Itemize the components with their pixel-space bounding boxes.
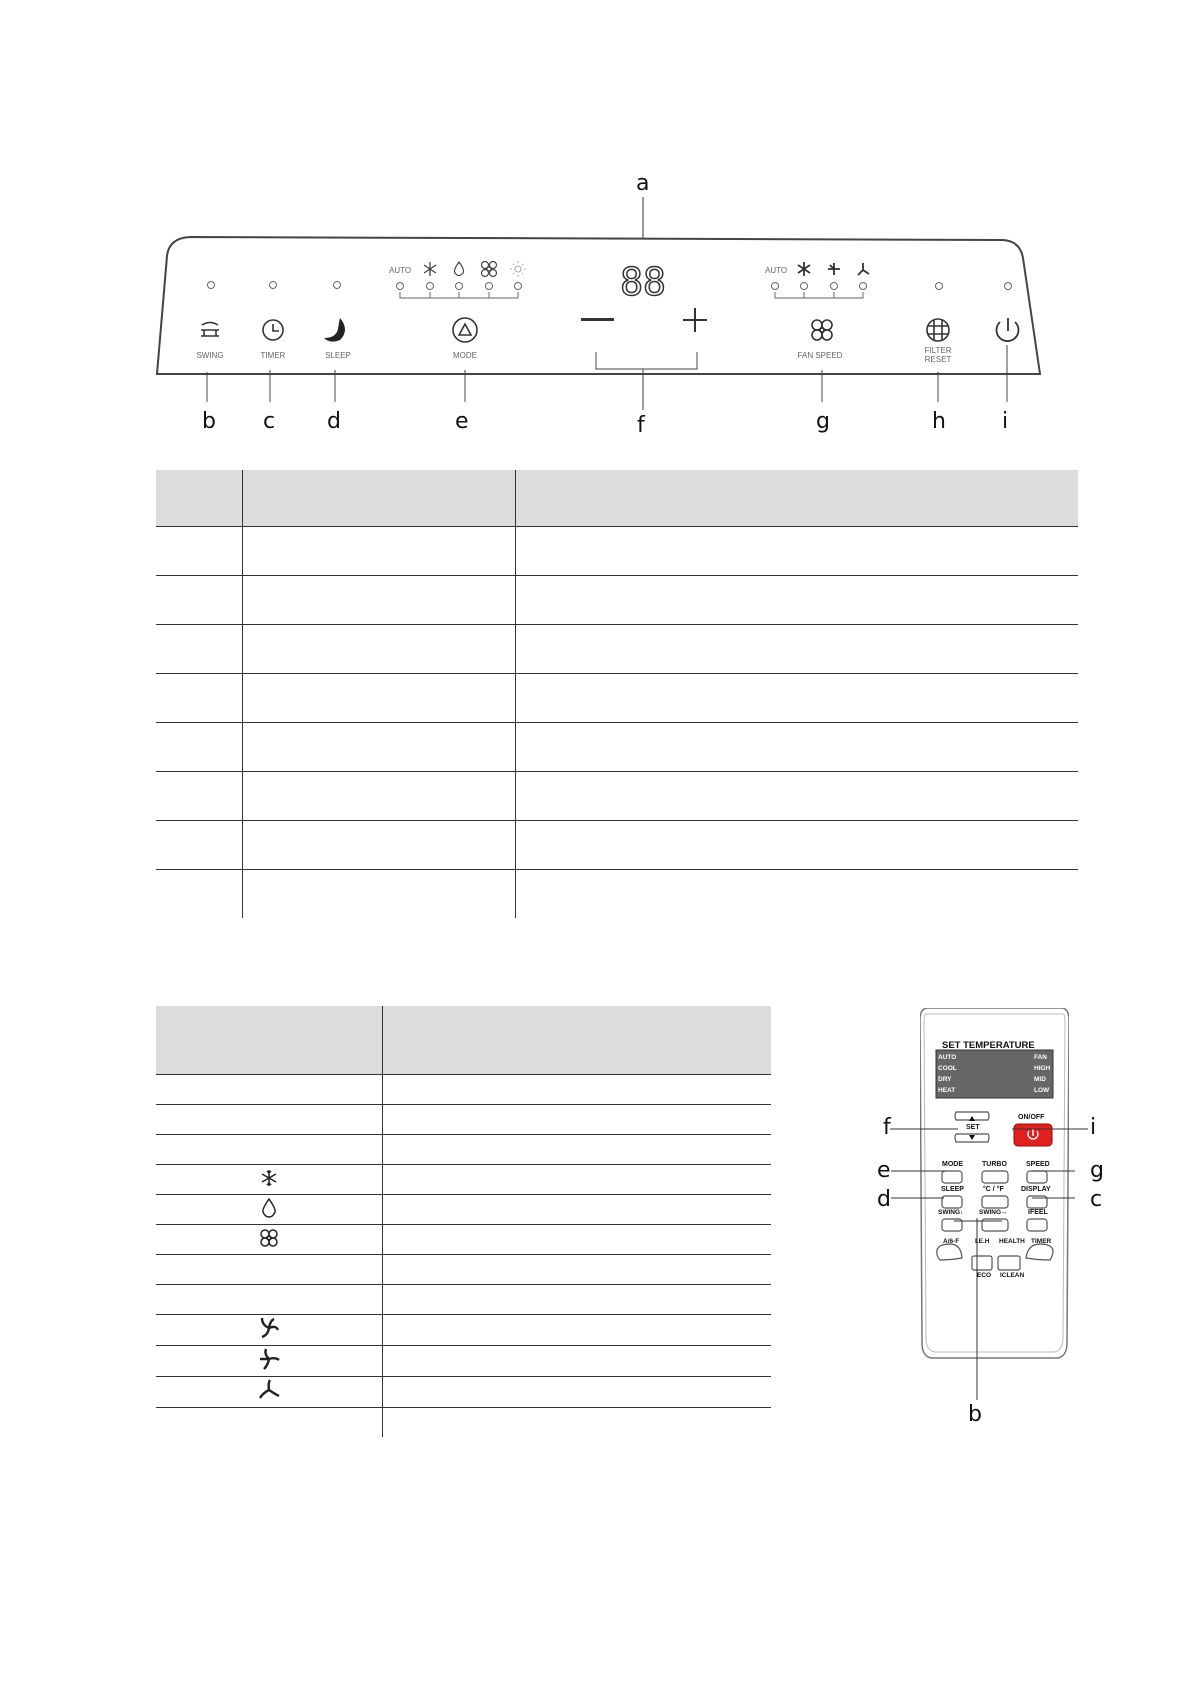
iclean-label: ICLEAN [1000, 1272, 1025, 1279]
lcd-cool: COOL [938, 1065, 957, 1072]
callout-i: i [1002, 409, 1009, 434]
callout-g: g [816, 409, 830, 434]
table-row [156, 1255, 771, 1285]
remote-callout-i: i [1090, 1115, 1097, 1140]
remote-callout-e: e [877, 1158, 891, 1183]
callout-a: a [636, 171, 650, 196]
table-row [156, 1105, 771, 1135]
table-row [156, 1195, 771, 1225]
mode-label: MODE [942, 1161, 963, 1168]
callout-e: e [455, 409, 469, 434]
table-row [156, 1315, 771, 1346]
set-label[interactable]: SET [966, 1124, 980, 1131]
panel-outline [157, 237, 1040, 374]
lcd-auto: AUTO [938, 1054, 957, 1061]
table-row [156, 1377, 771, 1408]
table-row [156, 625, 1078, 674]
callout-h: h [932, 409, 946, 434]
swing-vertical-label: SWING↕ [938, 1209, 964, 1216]
table-row [156, 1408, 771, 1438]
lcd-left-labels [938, 1052, 957, 1096]
fan-icon [258, 1227, 280, 1249]
control-panel-table [156, 470, 1078, 918]
table-row [156, 821, 1078, 870]
timer-label: TIMER [260, 351, 286, 360]
seven-segment-display: 88 [620, 260, 666, 304]
fan-mid-icon [256, 1346, 282, 1372]
speed-label: SPEED [1026, 1161, 1050, 1168]
table-row [156, 576, 1078, 625]
remote-callout-c: c [1090, 1187, 1103, 1212]
mode-label: MODE [453, 351, 477, 360]
reset-label: RESET [924, 355, 952, 364]
callout-c: c [263, 409, 276, 434]
fan-speed-label: FAN SPEED [797, 351, 843, 360]
callout-b: b [202, 409, 216, 434]
table-header-row [156, 1006, 771, 1075]
remote-callout-b: b [968, 1402, 982, 1427]
eco-label: ECO [977, 1272, 992, 1279]
table-row [156, 527, 1078, 576]
swing-label: SWING [196, 351, 224, 360]
table-row [156, 723, 1078, 772]
lcd-high: HIGH [1034, 1065, 1051, 1072]
table-header-row [156, 470, 1078, 527]
callout-f: f [637, 413, 645, 438]
control-panel-diagram [0, 0, 1191, 440]
health-label: HEALTH [999, 1238, 1025, 1245]
turbo-label: TURBO [982, 1161, 1007, 1168]
on-off-label: ON/OFF [1018, 1114, 1045, 1121]
remote-functions-table [156, 1006, 771, 1437]
callout-d: d [327, 409, 341, 434]
minus-button[interactable] [581, 318, 614, 321]
lcd-fan: FAN [1034, 1054, 1047, 1061]
table-row [156, 1225, 771, 1255]
table-row [156, 1165, 771, 1195]
set-temperature-label: SET TEMPERATURE [942, 1040, 1035, 1051]
table-row [156, 674, 1078, 723]
fan-auto-label: AUTO [765, 266, 788, 275]
remote-callout-f: f [883, 1115, 891, 1140]
snowflake-icon [259, 1168, 279, 1188]
sleep-label: SLEEP [941, 1186, 964, 1193]
temp-unit-label: °C / °F [983, 1186, 1004, 1193]
anti-fungus-label: A/6-F [943, 1238, 960, 1245]
table-row [156, 1285, 771, 1315]
table-row [156, 870, 1078, 919]
mode-auto-label: AUTO [389, 266, 412, 275]
fan-low-icon [256, 1377, 282, 1403]
swing-horizontal-label: SWING↔ [979, 1209, 1008, 1216]
fan-high-icon [256, 1315, 282, 1341]
display-label: DISPLAY [1021, 1186, 1051, 1193]
lcd-dry: DRY [938, 1076, 952, 1083]
table-row [156, 1346, 771, 1377]
remote-callout-g: g [1090, 1158, 1104, 1183]
remote-callout-lines [880, 1120, 1103, 1410]
table-row [156, 1135, 771, 1165]
lcd-mid: MID [1034, 1076, 1046, 1083]
lcd-low: LOW [1034, 1087, 1050, 1094]
ieh-label: I.E.H [975, 1238, 990, 1245]
lcd-right-labels [1034, 1052, 1050, 1096]
timer-label: TIMER [1031, 1238, 1052, 1245]
table-row [156, 772, 1078, 821]
drop-icon [259, 1197, 279, 1219]
filter-label: FILTER [924, 346, 952, 355]
remote-callout-d: d [877, 1187, 891, 1212]
lcd-heat: HEAT [938, 1087, 956, 1094]
sleep-label: SLEEP [325, 351, 351, 360]
table-row [156, 1075, 771, 1105]
ifeel-label: IFEEL [1028, 1209, 1048, 1216]
